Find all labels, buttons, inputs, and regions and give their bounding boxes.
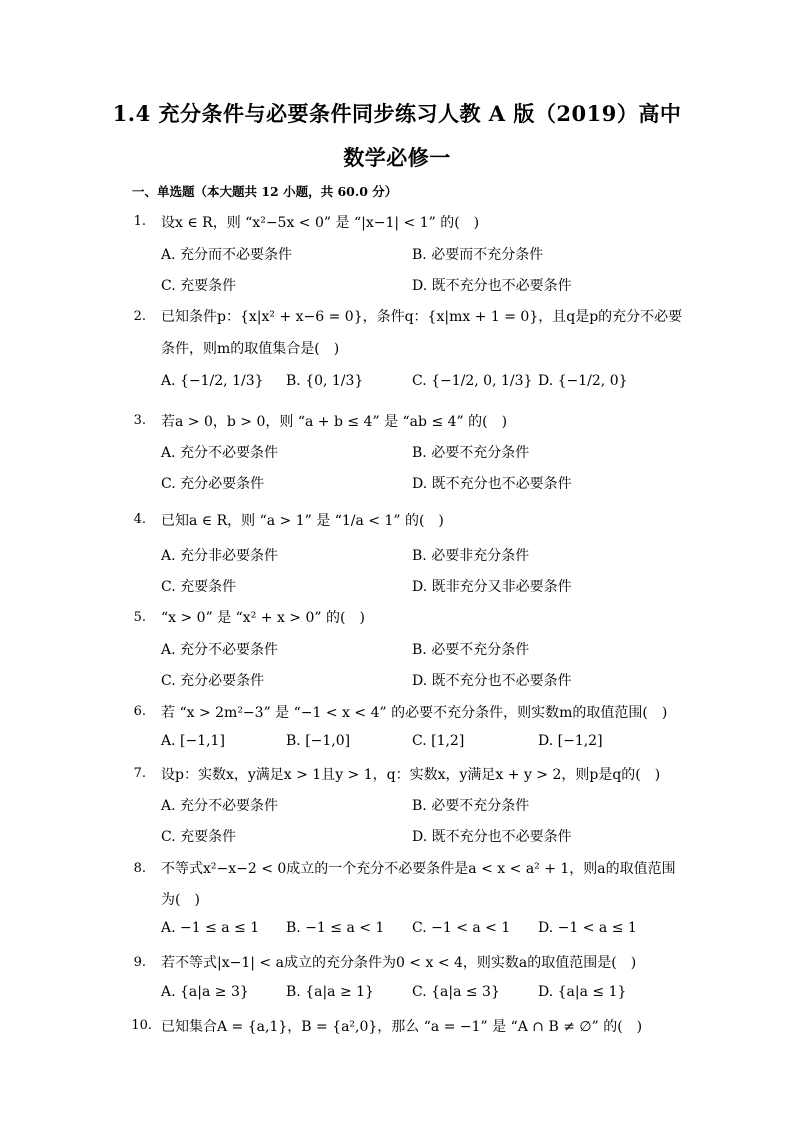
option-d: D. 既不充分也不必要条件 [412, 673, 572, 689]
option-a: A. {−1/2, 1/3} [161, 373, 264, 389]
option-b: B. {a|a ≥ 1} [286, 984, 374, 1000]
question-number: 9. [133, 955, 146, 970]
question-text-cont: 为( ) [161, 892, 200, 908]
option-b: B. −1 ≤ a < 1 [286, 920, 385, 936]
option-a: A. 充分而不必要条件 [161, 247, 293, 263]
option-d: D. 既不充分也不必要条件 [412, 476, 572, 492]
question-number: 3. [133, 413, 146, 428]
option-c: C. [1,2] [412, 733, 465, 749]
question-text: 若不等式|x−1| < a成立的充分条件为0 < x < 4，则实数a的取值范围是( ) [161, 955, 637, 971]
question-number: 7. [133, 766, 146, 781]
question-number: 10. [131, 1018, 152, 1033]
option-c: C. 充要条件 [161, 579, 237, 595]
option-d: D. 既不充分也不必要条件 [412, 829, 572, 845]
option-a: A. {a|a ≥ 3} [161, 984, 249, 1000]
option-d: D. −1 < a ≤ 1 [538, 920, 637, 936]
question-text: 若 “x > 2m²−3” 是 “−1 < x < 4” 的必要不充分条件，则实数m的取值范围( ) [161, 705, 668, 721]
option-b: B. [−1,0] [286, 733, 351, 749]
option-b: B. {0, 1/3} [286, 373, 364, 389]
question-text: 设x ∈ R，则 “x²−5x < 0” 是 “|x−1| < 1” 的( ) [161, 215, 480, 231]
question-text: 已知条件p：{x|x² + x−6 = 0}，条件q：{x|mx + 1 = 0}，且q是p的充分不必要 [161, 309, 683, 325]
question-number: 5. [133, 610, 146, 625]
option-c: C. 充分必要条件 [161, 673, 265, 689]
option-c: C. 充要条件 [161, 278, 237, 294]
question-number: 4. [133, 512, 146, 527]
option-c: C. 充要条件 [161, 829, 237, 845]
question-text: 不等式x²−x−2 < 0成立的一个充分不必要条件是a < x < a² + 1，则a的取值范围 [161, 861, 676, 877]
option-d: D. 既非充分又非必要条件 [412, 579, 572, 595]
document-title-line-2: 数学必修一 [343, 145, 451, 170]
question-number: 8. [133, 861, 146, 876]
option-b: B. 必要不充分条件 [412, 798, 530, 814]
option-d: D. 既不充分也不必要条件 [412, 278, 572, 294]
option-a: A. 充分不必要条件 [161, 642, 279, 658]
option-c: C. {a|a ≤ 3} [412, 984, 500, 1000]
option-c: C. {−1/2, 0, 1/3} [412, 373, 533, 389]
option-a: A. 充分不必要条件 [161, 445, 279, 461]
question-number: 2. [133, 309, 146, 324]
option-b: B. 必要不充分条件 [412, 445, 530, 461]
option-d: D. [−1,2] [538, 733, 603, 749]
option-c: C. −1 < a < 1 [412, 920, 511, 936]
question-text-cont: 条件，则m的取值集合是( ) [161, 341, 340, 357]
option-d: D. {−1/2, 0} [538, 373, 628, 389]
option-a: A. [−1,1] [161, 733, 225, 749]
question-text: 设p：实数x，y满足x > 1且y > 1，q：实数x，y满足x + y > 2，则p是q的( ) [161, 767, 661, 783]
option-b: B. 必要而不充分条件 [412, 247, 544, 263]
question-number: 1. [133, 214, 146, 229]
question-text: 已知集合A = {a,1}，B = {a²,0}，那么 “a = −1” 是 “A ∩ B ≠ ∅” 的( ) [161, 1019, 643, 1035]
option-a: A. 充分不必要条件 [161, 798, 279, 814]
option-a: A. 充分非必要条件 [161, 548, 279, 564]
option-c: C. 充分必要条件 [161, 476, 265, 492]
option-d: D. {a|a ≤ 1} [538, 984, 627, 1000]
document-title-line-1: 1.4 充分条件与必要条件同步练习人教 A 版（2019）高中 [112, 101, 682, 126]
option-a: A. −1 ≤ a ≤ 1 [161, 920, 260, 936]
section-heading: 一、单选题（本大题共 12 小题，共 60.0 分） [132, 184, 398, 199]
option-b: B. 必要不充分条件 [412, 642, 530, 658]
question-text: 已知a ∈ R，则 “a > 1” 是 “1/a < 1” 的( ) [161, 513, 444, 529]
question-number: 6. [133, 704, 146, 719]
question-text: “x > 0” 是 “x² + x > 0” 的( ) [161, 610, 365, 626]
question-text: 若a > 0，b > 0，则 “a + b ≤ 4” 是 “ab ≤ 4” 的( ) [161, 414, 508, 430]
option-b: B. 必要非充分条件 [412, 548, 530, 564]
